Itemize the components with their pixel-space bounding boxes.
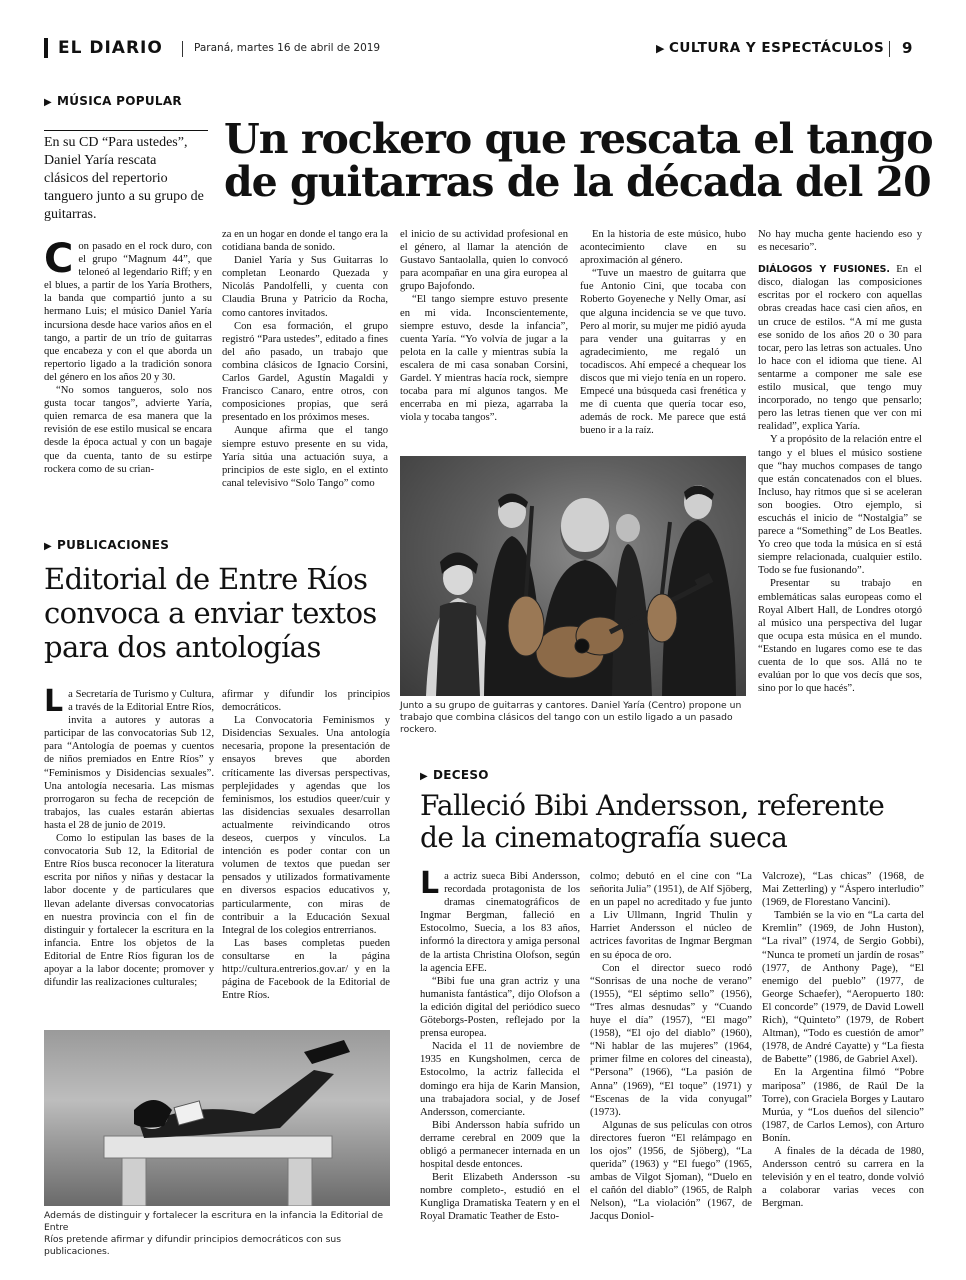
paragraph: a actriz sueca Bibi Andersson, recordada protagonista de los dramas cinematográficos de Ingmar Bergman, falleció en Estocolmo, Suecia, a los 83 años, informó la directora y amiga personal de la artista Christina Olofson, según la agencia EFE. [420,871,580,974]
triangle-icon: ▶ [44,541,52,552]
paragraph: Bibi Andersson había sufrido un derrame cerebral en 2009 que la obligó a permanecer internada en un hospital desde entonces. [420,1119,580,1171]
tango-col-3 [400,228,568,450]
paragraph: Daniel Yaría y Sus Guitarras lo completan Leonardo Quezada y Nicolás Pandolfelli, y cuenta con Claudia Bruna y Patricio da Rocha, como cantores invitados. [222,255,388,319]
reading-girl-photo [44,1030,390,1206]
paragraph: Presentar su trabajo en emblemáticas salas europeas como el Royal Albert Hall, de Londres otorgó al músico una perspectiva del lugar que ocupa esta música en el mundo. “Estando en lugares como ese te das cuenta de lo que sos. Allá no te evalúan por lo que vos decís que sos, sino por lo que hacés”. [758,578,922,695]
headline-line: Falleció Bibi Andersson, referente [420,789,885,822]
band-photo [400,456,746,696]
tango-kicker [44,94,182,108]
bibi-headline [420,790,920,854]
paragraph: el inicio de su actividad profesional en el género, al llamar la atención de Gustavo Santaolalla, quien lo convocó para acompañar en una gira europea al grupo Bajofondo. [400,229,568,293]
paragraph: colmo; debutó en el cine con “La señorita Julia” (1951), de Alf Sjöberg, en un papel no acreditado y fue junto a Liv Ullmann, Ingrid Thulin y Harriet Andersson el núcleo de actrices favoritas de Ingmar Bergman en su época de oro. [590,871,752,961]
headline-line: de la cinematografía sueca [420,821,788,854]
caption-line: trabajo que combina clásicos del tango con un estilo ligado a un pasado rockero. [400,712,733,735]
paragraph: “No somos tangueros, solo nos gusta tocar tangos”, advierte Yaría, quien remarca de esa manera que la revisión de ese estilo musical se encara desde la época actual y con un bagaje que da cuenta, tanto de su estirpe rockera como de su crian- [44,385,212,475]
headline-line: para dos antologías [44,630,321,664]
caption-line: Junto a su grupo de guitarras y cantores. Daniel Yaría (Centro) propone un [400,700,742,711]
paragraph: Berit Elizabeth Andersson -su nombre completo-, estudió en el Kungliga Dramatiska Teatern y en el Royal Dramatic Teather de Esto- [420,1172,580,1223]
paragraph: za en un hogar en donde el tango era la cotidiana banda de sonido. [222,229,388,254]
paragraph: Aunque afirma que el tango siempre estuvo presente en su vida, Yaría sitúa una actuación suya, a principios de este siglo, en el extinto canal televisivo “Solo Tango” como [222,425,388,489]
section-name [656,40,884,56]
page-number: 9 [902,39,913,57]
paragraph: Y a propósito de la relación entre el tango y el blues el músico sostiene que “hay muchos compases de tango que están concatenados con el blues. Incluso, hay ritmos que si se aceleran son boogies. Otro ejemplo, si escuchás el inicio de “Nostalgia” se parece a “Something” de Los Beatles. Yo creo que toda la música en sí está siempre relacionada, cualquier estilo. Todo se fue fusionando”. [758,434,922,577]
bibi-col-3 [762,870,924,1256]
tango-col-4 [580,228,746,450]
paragraph: Nacida el 11 de noviembre de 1935 en Kungsholmen, cerca de Estocolmo, la actriz fallecida el domingo era hija de Karin Mansion, una trabajadora social, y de Josef Andersson, comerciante. [420,1041,580,1118]
paragraph: “El tango siempre estuvo presente en mi vida. Inconscientemente, siempre estuvo, desde la infancia”, cuenta Yaría. “Yo volvía de jugar a la pelota en la calle y mientras subía la escalera de mi casa sonaban Corsini, Gardel. Y mientras hacía rock, siempre tocaba para mí algunos tangos. Me encerraba en mi pieza, agarraba la viola y tocaba tangos”. [400,294,568,424]
paragraph: Las bases completas pueden consultarse en la página http://cultura.entrerios.gov.ar/ y en la página de Facebook de la Editorial de Entre Ríos. [222,937,390,1002]
headline-line: de guitarras de la década del 20 [224,158,931,206]
editorial-kicker [44,538,169,552]
tango-headline [224,115,933,206]
dropcap: L [44,688,64,719]
subheading: DIÁLOGOS Y FUSIONES. [758,264,890,276]
header-separator [889,41,890,57]
paragraph: afirmar y difundir los principios democráticos. [222,689,390,714]
issue-date: Paraná, martes 16 de abril de 2019 [194,42,381,54]
triangle-icon: ▶ [420,771,428,782]
paragraph: En el disco, dialogan las composiciones escritas por el rockero con aquellas obras creadas hace casi cien años, en un cruce de estilos. “A mí me gusta ese sonido de los años 20 o 30 para tocar, pero las letras son actuales. Uno lo hace con el idioma que tiene. Al sentarme a componer me sale ese estilo musical, que tengo muy incorporado, no tengo que pensarlo; pero las letras tienen que ver con mi realidad”, explica Yaría. [758,264,922,433]
paragraph: No hay mucha gente haciendo eso y es necesario”. [758,229,922,254]
paragraph: “Bibi fue una gran actriz y una humanista fantástica”, dijo Olofson a la edición digital del periódico sueco Göteborgs-Posten, reflejado por la prensa europea. [420,975,580,1040]
editorial-headline [44,562,394,664]
bibi-kicker [420,768,489,782]
paragraph: En la Argentina filmó “Pobre mariposa” (1986, de Raúl De la Torre), con Graciela Borges y Lautaro Murúa, y “Los dueños del silencio” (1987, de Carlos Lemos), con Arturo Bonín. [762,1067,924,1144]
paragraph: En la historia de este músico, hubo acontecimiento clave en su aproximación al género. [580,229,746,267]
triangle-icon: ▶ [44,97,52,108]
masthead [44,38,922,60]
kicker-label: PUBLICACIONES [57,538,170,552]
dropcap: C [44,240,74,282]
band-photo-illustration [400,456,746,696]
headline-line: convoca a enviar textos [44,596,377,630]
caption-line: Además de distinguir y fortalecer la escritura en la infancia la Editorial de Entre [44,1210,384,1233]
newspaper-logo: EL DIARIO [58,38,163,58]
section-label: CULTURA Y ESPECTÁCULOS [668,40,885,56]
dropcap: L [420,870,440,901]
triangle-icon: ▶ [656,42,665,55]
paragraph: on pasado en el rock duro, con el grupo “Magnum 44”, que teloneó al legendario Riff; y en el blues, a partir de los Yaría Brothers, la banda que compartió junto a su hermano Luis; el músico Daniel Yaría incursiona desde hace varios años en el tango, a partir de un trío de guitarras que encabeza y con el que aborda un repertorio ligado a la tradición sonora del género en los años 20 y 30. [44,241,212,383]
paragraph: Valcroze), “Las chicas” (1968, de Mai Zetterling) y “Áspero interludio” (1969, de Florestano Vancini). [762,871,924,909]
paragraph: Con esa formación, el grupo registró “Para ustedes”, editado a fines del año pasado, un trabajo que combina clásicos de Ignacio Corsini, Carlos Gardel, Agustín Magaldi y Francisco Canaro, entre otros, con composiciones propias, que será presentado en los próximos meses. [222,320,388,424]
tango-col-5 [758,228,922,728]
paragraph: a Secretaría de Turismo y Cultura, a través de la Editorial Entre Ríos, invita a autores y autoras a participar de las convocatorias Sub 12, para “Antología de poemas y cuentos de niños premiados en Entre Ríos” y “Feminismos y Disidencias sexuales”. Una antología necesaria. Las mismas prorrogaron su fecha de recepción de trabajos, las cuales estarán abiertas hasta el 28 de junio de 2019. [44,689,214,831]
caption-line: Ríos pretende afirmar y difundir principios democráticos con sus publicaciones. [44,1234,341,1257]
paragraph: Como lo estipulan las bases de la convocatoria Sub 12, la Editorial de Entre Ríos busca reconocer la literatura escrita por niños y niñas y destacar la labor docente y de particulares que llevan adelante diversas convocatorias en nuestra provincia con el fin de distinguir y fortalecer la escritura en la infancia. Entre los objetos de la Editorial de Entre Ríos figuran los de apoyar a la labor docente; promover y difundir las realizaciones culturales; [44,833,214,989]
kicker-label: MÚSICA POPULAR [57,94,182,108]
tango-col-2 [222,228,388,510]
bibi-col-2 [590,870,752,1256]
paragraph: Con el director sueco rodó “Sonrisas de una noche de verano” (1955), “El séptimo sello” (1956), “Tres almas desnudas” y “Cuando huye el día” (1957), “El mago” (1958), “El ojo del diablo” (1960), “Ni hablar de las mujeres” (1964, primer filme en colores del cineasta), “Persona” (1966), “La pasión de Anna” (1969), “El toque” (1971) y “Escenas de la vida conyugal” (1973). [590,962,752,1118]
paragraph: “Tuve un maestro de guitarra que fue Antonio Cini, que tocaba con Roberto Goyeneche y Nelly Omar, así que alguna incidencia se ve que tuvo. Pero al morir, su mujer me pidió ayuda para vender una guitarras y en agradecimiento, me regaló un tocadiscos. Ahí empecé a chequear los discos que mi viejo tenía en un ropero. Empecé una búsqueda casi frenética y me di cuenta que quería tocar eso, además de rock. Me parece que está bueno ir a la raíz. [580,268,746,437]
paragraph: La Convocatoria Feminismos y Disidencias Sexuales. Una antología necesaria, propone la presentación de ensayos breves que aborden críticamente las diversas perspectivas, perplejidades y agendas que los feminismos, los estudios queer/cuir y las disidencias sexuales desarrollan actualmente reivindicando otros deseos, cuerpos y vínculos. La intención es poder contar con un volumen de textos que puedan ser pensados y utilizados formativamente en diversos espacios educativos y, particularmente, con miras de contribuir a la Educación Sexual Integral de los colegios entrerrianos. [222,715,390,936]
deck-rule [44,130,208,131]
reading-photo-caption [44,1210,394,1258]
editorial-col-1 [44,688,214,1024]
tango-deck: En su CD “Para ustedes”, Daniel Yaría rescata clásicos del repertorio tanguero junto a su grupo de guitarras. [44,135,204,222]
headline-line: Editorial de Entre Ríos [44,562,368,596]
paragraph: A finales de la década de 1980, Andersson centró su carrera en la televisión y en el teatro, donde volvió a colaborar varias veces con Bergman. [762,1145,924,1210]
paragraph: También se la vio en “La carta del Kremlin” (1969, de John Huston), “La rival” (1974, de Sergio Gobbi), “Nunca te prometí un jardín de rosas” (1977, de Anthony Page), “El enemigo del pueblo” (1977, de George Schaefer), “Aeropuerto 180: El concorde” (1979, de David Lowell Rich), “Quinteto” (1979, de Robert Altman), “Todo es cuestión de amor” (1978, de André Cayatte) y “La fiesta de Babette” (1986, de Gabriel Axel). [762,910,924,1066]
bibi-col-1 [420,870,580,1256]
reading-girl-illustration [44,1030,390,1206]
paragraph: Algunas de sus películas con otros directores fueron “El relámpago en los ojos” (1956, de Sjöberg), “La querida” (1963) y “El fuego” (1965, ambas de Vilgot Sjoman), “Duelo en el cañón del diablo” (1965, de Ralph Nelson), “La violación” (1967, de Jacqus Doniol- [590,1119,752,1223]
band-photo-caption [400,700,750,736]
tango-col-1 [44,240,212,508]
headline-line: Un rockero que rescata el tango [224,115,933,163]
header-separator [182,41,183,57]
kicker-label: DECESO [433,768,489,782]
editorial-col-2 [222,688,390,1024]
logo-rule [44,38,48,58]
